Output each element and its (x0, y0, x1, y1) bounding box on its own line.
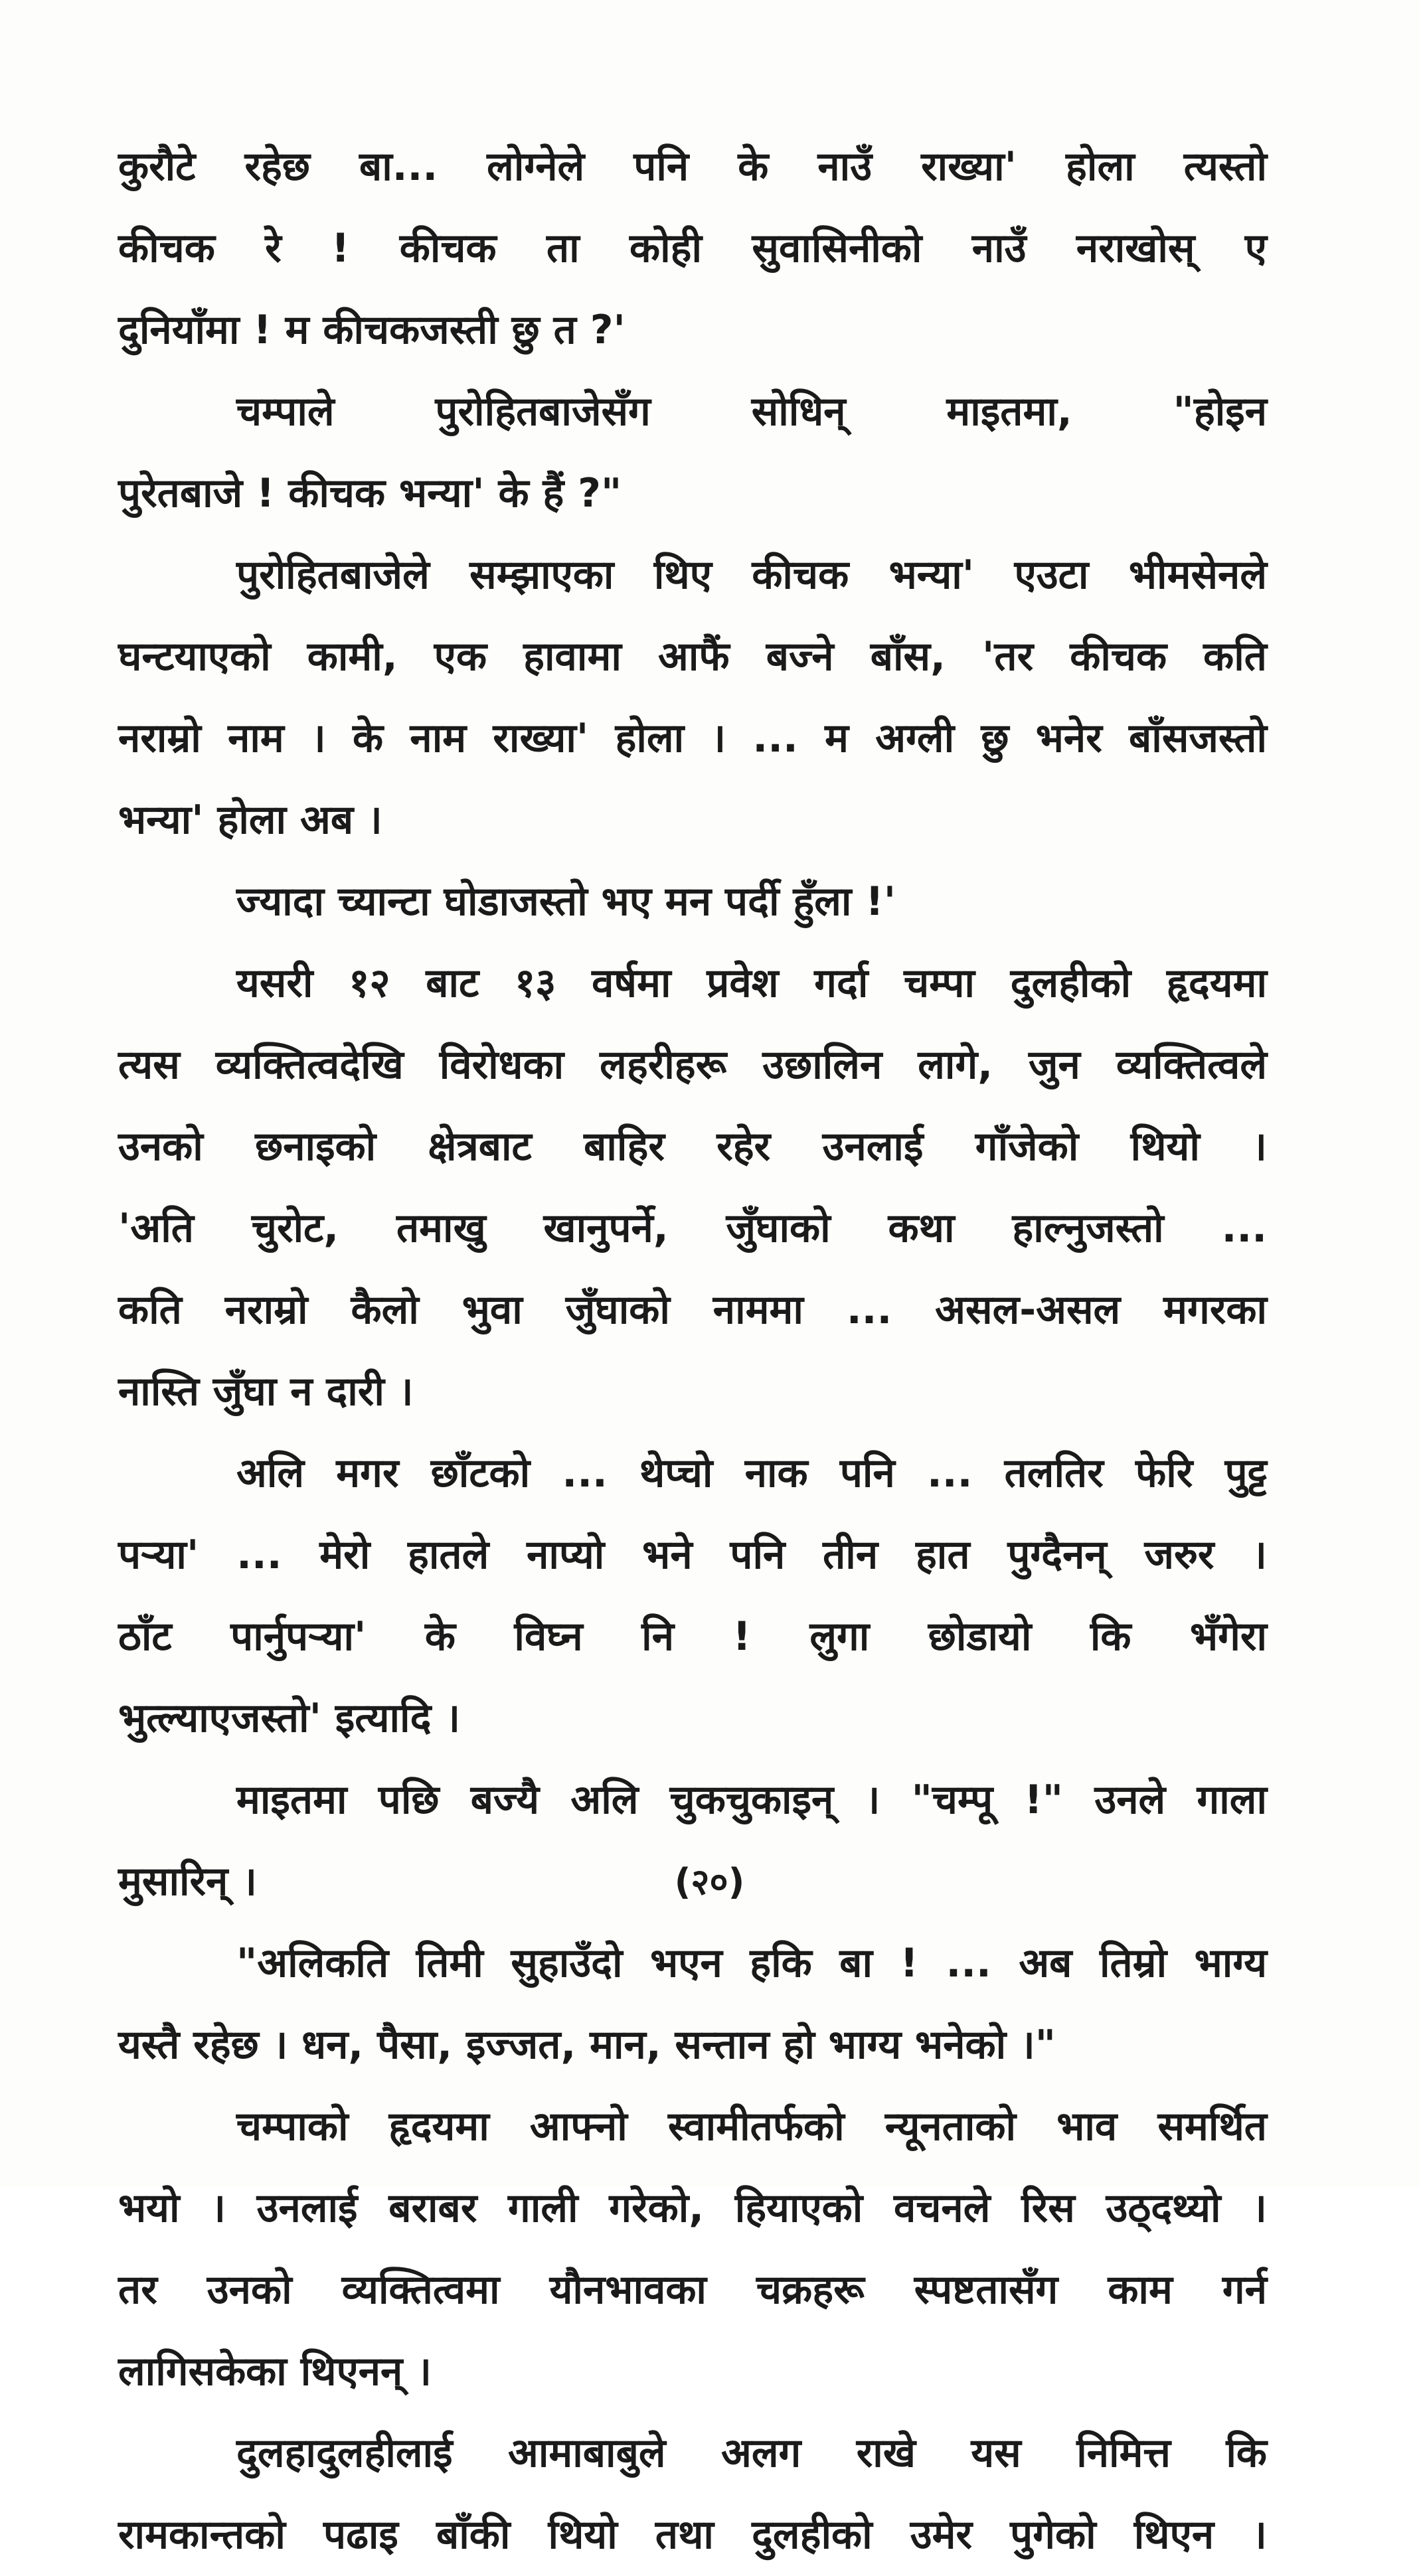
text-line: भन्या' होला अब । (118, 797, 382, 843)
text-line: नास्ति जुँघा न दारी । (118, 1368, 414, 1415)
text-line: लागिसकेका थिएनन् । (118, 2348, 432, 2395)
paragraph-start-line: चम्पाको हृदयमा आफ्नो स्वामीतर्फको न्यूनताको भाव समर्थित (236, 2103, 1267, 2150)
text-line: ठाँट पार्नुपऱ्या' के विघ्न नि ! लुगा छोडायो कि भँगेरा (118, 1613, 1267, 1660)
paragraph-start-line: दुलहादुलहीलाई आमाबाबुले अलग राखे यस निमित्त कि (236, 2430, 1267, 2476)
paragraph-start-line: "अलिकति तिमी सुहाउँदो भएन हकि बा ! ... अब तिम्रो भाग्य (236, 1940, 1267, 1986)
text-line: नराम्रो नाम । के नाम राख्या' होला । ... म अग्ली छु भनेर बाँसजस्तो (118, 715, 1267, 762)
paragraph-start-line: माइतमा पछि बज्यै अलि चुकचुकाइन् । "चम्पू !" उनले गाला (236, 1777, 1267, 1823)
text-line: घन्टयाएको कामी, एक हावामा आफैं बज्ने बाँस, 'तर कीचक कति (118, 633, 1267, 680)
text-line: दुनियाँमा ! म कीचकजस्ती छु त ?' (118, 307, 626, 353)
text-line: पुरेतबाजे ! कीचक भन्या' के हैं ?" (118, 470, 622, 517)
text-line: भुत्ल्याएजस्तो' इत्यादि । (118, 1695, 461, 1741)
paragraph-start-line: चम्पाले पुरोहितबाजेसँग सोधिन् माइतमा, "होइन (236, 388, 1267, 435)
page-number: (२०) (674, 1861, 745, 1903)
text-line: कति नराम्रो कैलो भुवा जुँघाको नाममा ... असल-असल मगरका (118, 1287, 1267, 1333)
paragraph-start-line: यसरी १२ बाट १३ वर्षमा प्रवेश गर्दा चम्पा दुलहीको हृदयमा (236, 960, 1267, 1006)
text-line: पऱ्या' ... मेरो हातले नाप्यो भने पनि तीन हात पुग्दैनन् जरुर । (118, 1532, 1267, 1578)
text-line: मुसारिन् । (118, 1858, 257, 1905)
text-line: तर उनको व्यक्तित्वमा यौनभावका चक्रहरू स्पष्टतासँग काम गर्न (118, 2267, 1267, 2313)
paragraph-start-line: पुरोहितबाजेले सम्झाएका थिए कीचक भन्या' एउटा भीमसेनले (236, 552, 1267, 598)
paragraph-start-line: अलि मगर छाँटको ... थेप्चो नाक पनि ... तलतिर फेरि पुट्ट (236, 1450, 1267, 1496)
text-line: त्यस व्यक्तित्वदेखि विरोधका लहरीहरू उछालिन लागे, जुन व्यक्तित्वले (118, 1042, 1267, 1088)
text-line: कुरौटे रहेछ बा... लोग्नेले पनि के नाउँ राख्या' होला त्यस्तो (118, 143, 1267, 190)
text-line: रामकान्तको पढाइ बाँकी थियो तथा दुलहीको उमेर पुगेको थिएन । (118, 2512, 1267, 2558)
text-line: यस्तै रहेछ । धन, पैसा, इज्जत, मान, सन्तान हो भाग्य भनेको ।" (118, 2022, 1056, 2068)
text-line: उनको छनाइको क्षेत्रबाट बाहिर रहेर उनलाई गाँजेको थियो । (118, 1123, 1267, 1170)
text-line: भयो । उनलाई बराबर गाली गरेको, हियाएको वचनले रिस उठ्दथ्यो । (118, 2185, 1267, 2231)
text-line: कीचक रे ! कीचक ता कोही सुवासिनीको नाउँ नराखोस् ए (118, 225, 1267, 272)
text-line: 'अति चुरोट, तमाखु खानुपर्ने, जुँघाको कथा हाल्नुजस्तो ... (118, 1205, 1267, 1251)
body-text (118, 126, 1267, 2576)
paragraph-start-line: ज्यादा च्यान्टा घोडाजस्तो भए मन पर्दी हुँला !' (236, 878, 896, 925)
